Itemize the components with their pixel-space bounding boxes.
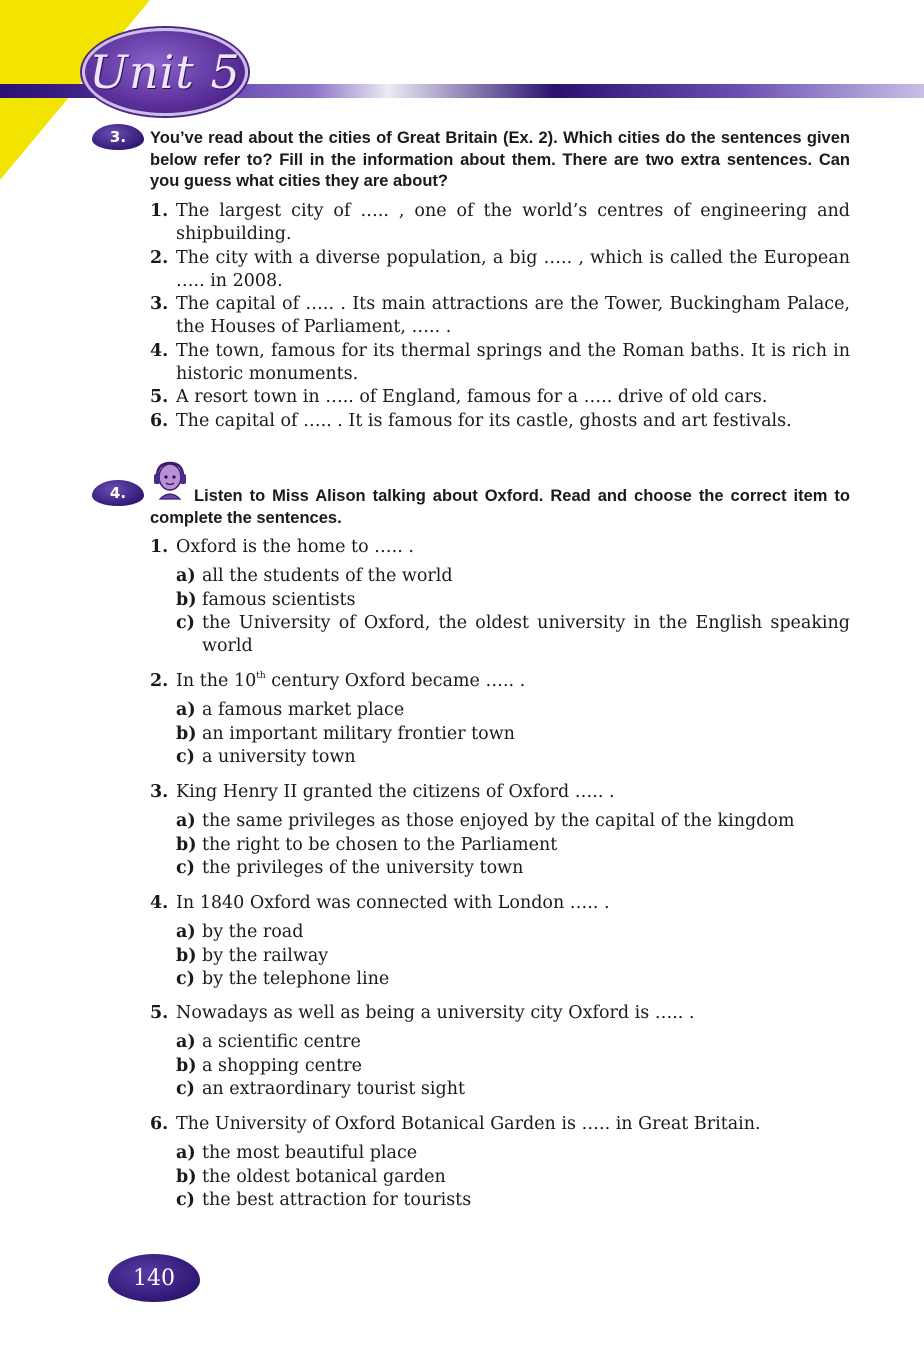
unit-label: Unit 5 xyxy=(89,45,241,99)
option-b: b) the oldest botanical garden xyxy=(176,1166,446,1187)
list-item: 1. The largest city of ….. , one of the world’s centres of engineering and shipbuilding. xyxy=(150,201,850,245)
option-c: c) the privileges of the university town xyxy=(176,857,524,878)
option-b: b) an important military frontier town xyxy=(176,723,515,744)
unit-badge xyxy=(82,28,248,116)
option-a: a) a scientific centre xyxy=(176,1032,361,1053)
option-c: c) the best attraction for tourists xyxy=(176,1189,472,1210)
list-item: 6. The capital of ….. . It is famous for its castle, ghosts and art festivals. xyxy=(150,410,792,431)
exercise-4-instruction: Listen to Miss Alison talking about Oxford. Read and choose the correct item to complete the sentences. xyxy=(150,487,850,527)
option-a: a) the same privileges as those enjoyed by the capital of the kingdom xyxy=(176,811,795,832)
question-1: 1. Oxford is the home to ….. . a) all the students of the world b) famous scientists c) the University of Oxford, the oldest university in the English speaking world xyxy=(150,536,850,658)
page-number: 140 xyxy=(108,1254,200,1302)
question-5: 5. Nowadays as well as being a university city Oxford is ….. . a) a scientific centre b) a shopping centre c) an extraordinary tourist sight xyxy=(150,1002,850,1101)
exercise-3-badge: 3. xyxy=(92,124,144,150)
option-a: a) by the road xyxy=(176,922,304,943)
question-2: 2. In the 10th century Oxford became ….. . a) a famous market place b) an important military frontier town c) a university town xyxy=(150,670,850,769)
exercise-3-instruction: You’ve read about the cities of Great Britain (Ex. 2). Which cities do the sentences given below refer to? Fill in the information about them. There are two extra sentences. Can you guess what cities they are about? xyxy=(150,129,850,190)
list-item: 5. A resort town in ….. of England, famous for a ….. drive of old cars. xyxy=(150,387,768,408)
list-item: 4. The town, famous for its thermal springs and the Roman baths. It is rich in historic monuments. xyxy=(150,340,850,385)
question-3: 3. King Henry II granted the citizens of Oxford ….. . a) the same privileges as those enjoyed by the capital of the kingdom b) the right to be chosen to the Parliament c) the privileges of the university town xyxy=(150,781,850,880)
list-item: 3. The capital of ….. . Its main attractions are the Tower, Buckingham Palace, the Houses of Parliament, ….. . xyxy=(150,294,850,338)
question-6: 6. The University of Oxford Botanical Garden is ….. in Great Britain. a) the most beautiful place b) the oldest botanical garden c) the best attraction for tourists xyxy=(150,1113,850,1212)
option-b: b) famous scientists xyxy=(176,589,356,610)
exercise-4-badge: 4. xyxy=(92,480,144,506)
option-c: c) by the telephone line xyxy=(176,968,390,989)
option-c: c) the University of Oxford, the oldest university in the English speaking world xyxy=(176,612,850,657)
question-4: 4. In 1840 Oxford was connected with London ….. . a) by the road b) by the railway c) by the telephone line xyxy=(150,892,850,991)
option-a: a) all the students of the world xyxy=(176,566,453,587)
option-a: a) the most beautiful place xyxy=(176,1143,418,1164)
exercise-3-list xyxy=(150,200,850,433)
option-a: a) a famous market place xyxy=(176,700,405,721)
list-item: 2. The city with a diverse population, a big ….. , which is called the European ….. in 2008. xyxy=(150,247,850,291)
option-b: b) by the railway xyxy=(176,945,329,966)
option-c: c) an extraordinary tourist sight xyxy=(176,1078,466,1099)
option-b: b) the right to be chosen to the Parliament xyxy=(176,834,558,855)
option-c: c) a university town xyxy=(176,746,356,767)
option-b: b) a shopping centre xyxy=(176,1055,363,1076)
